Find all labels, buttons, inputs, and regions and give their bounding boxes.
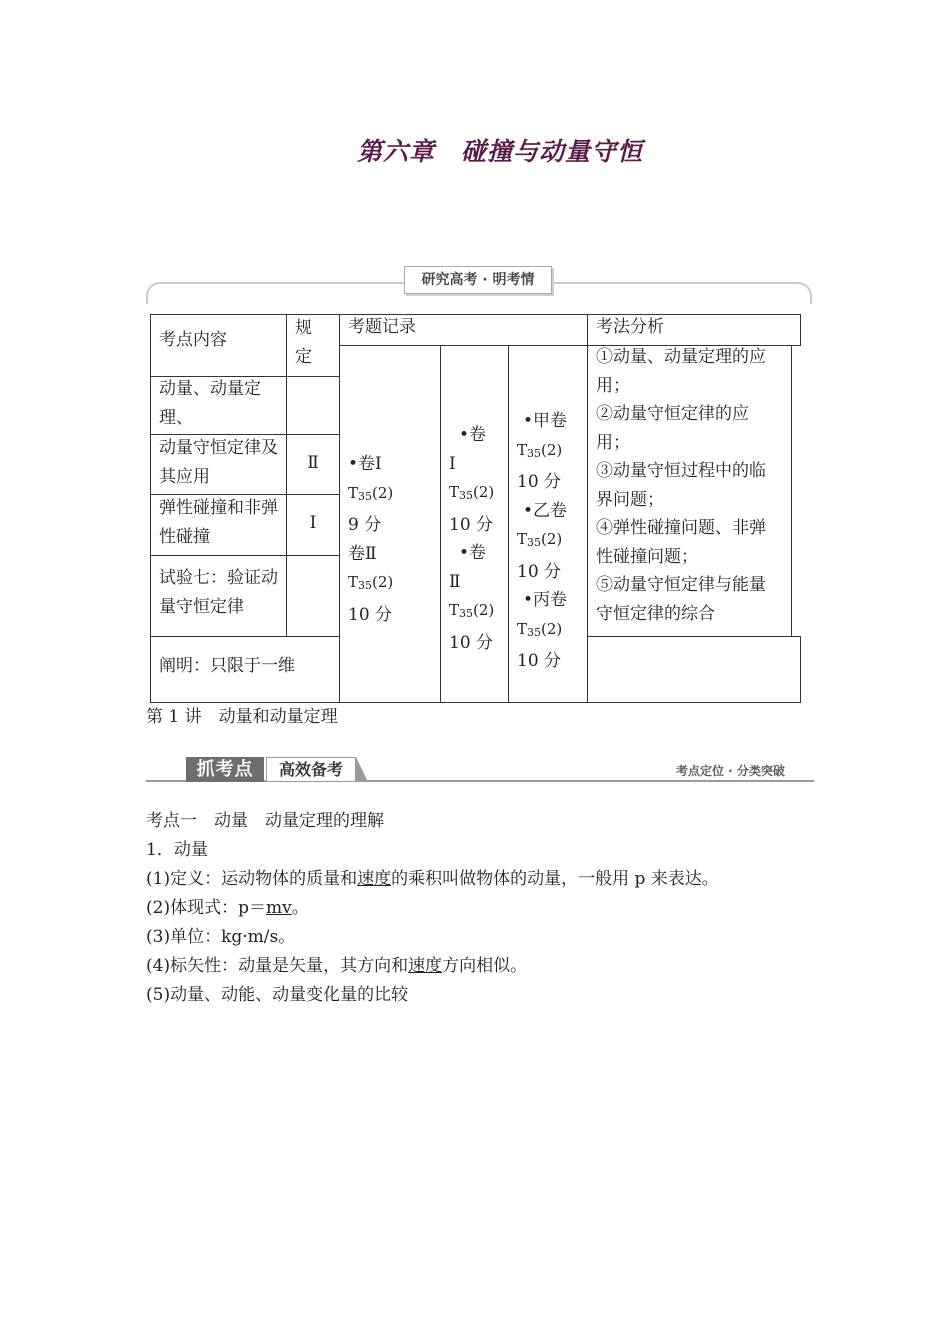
table-note: 阐明：只限于一维	[159, 656, 295, 676]
row-content-2: 动量守恒定律及其应用	[159, 438, 278, 487]
row-content-4: 试验七：验证动量守恒定律	[159, 568, 278, 617]
record-col-2: •卷 Ⅰ T35(2) 10 分 •卷 Ⅱ T35(2) 10 分	[449, 425, 495, 653]
paragraph-comparison: (5)动量、动能、动量变化量的比较	[146, 985, 409, 1005]
header-requirement: 规定	[295, 318, 312, 367]
item-heading: 1．动量	[146, 840, 208, 860]
paragraph-definition: (1)定义：运动物体的质量和速度的乘积叫做物体的动量，一般用 p 来表达。	[146, 869, 719, 889]
record-col-1: •卷Ⅰ T35(2) 9 分 卷Ⅱ T35(2) 10 分	[348, 454, 394, 625]
section-tag-zhua: 抓考点	[186, 757, 264, 782]
topic-heading: 考点一 动量 动量定理的理解	[146, 811, 384, 831]
row-content-3: 弹性碰撞和非弹性碰撞	[159, 498, 278, 547]
header-content: 考点内容	[159, 330, 227, 350]
record-col-3: •甲卷 T35(2) 10 分 •乙卷 T35(2) 10 分 •丙卷 T35(2) 10 分	[517, 411, 568, 671]
row-req-3: Ⅰ	[309, 513, 317, 533]
section-subtitle: 考点定位 · 分类突破	[676, 764, 785, 778]
paragraph-vector: (4)标矢性：动量是矢量，其方向和速度方向相似。	[146, 956, 528, 976]
row-req-2: Ⅱ	[307, 453, 319, 473]
row-content-1: 动量、动量定理、	[159, 379, 261, 428]
lesson-title: 第 1 讲 动量和动量定理	[146, 707, 338, 727]
banner-label: 研究高考 · 明考情	[404, 266, 552, 294]
header-record: 考题记录	[348, 317, 416, 337]
paragraph-formula: (2)体现式：p＝mv。	[146, 898, 309, 918]
analysis-list: ①动量、动量定理的应用； ②动量守恒定律的应用； ③动量守恒过程中的临界问题； ④弹性碰撞问题、非弹性碰撞问题； ⑤动量守恒定律与能量守恒定律的综合	[596, 347, 766, 624]
paragraph-unit: (3)单位：kg·m/s。	[146, 927, 296, 947]
section-tag-gao: 高效备考	[266, 757, 356, 782]
section-tag-arrow	[356, 757, 368, 782]
header-analysis: 考法分析	[596, 317, 664, 337]
page-title: 第六章 碰撞与动量守恒	[356, 137, 643, 166]
